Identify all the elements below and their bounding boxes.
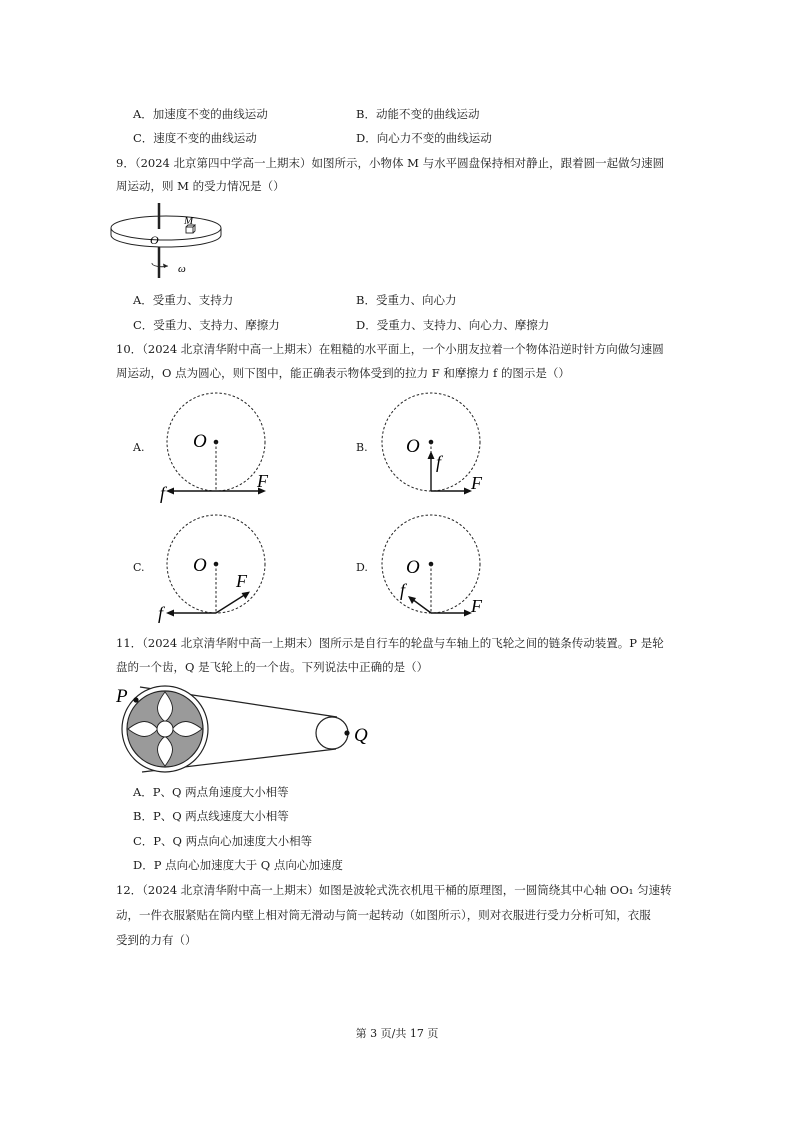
q10-stem-line2: 周运动，O 点为圆心，则下图中，能正确表示物体受到的拉力 F 和摩擦力 f 的图示是（）: [116, 366, 570, 380]
q10d-label-f-friction: f: [400, 580, 406, 600]
q9-option-d: D．受重力、支持力、向心力、摩擦力: [356, 318, 550, 332]
q10-choice-b-label: B.: [356, 441, 368, 454]
q10-choice-c-label: C.: [133, 561, 145, 574]
q10-stem-line1: 10．（2024 北京清华附中高一上期末）在粗糙的水平面上，一个小朋友拉着一个物体沿逆时针方向做匀速圆: [116, 342, 664, 356]
q9-option-a: A．受重力、支持力: [133, 293, 234, 307]
q11-option-a: A．P、Q 两点角速度大小相等: [133, 785, 289, 799]
q11-stem-line1: 11．（2024 北京清华附中高一上期末）图所示是自行车的轮盘与车轴上的飞轮之间的链条传动装置。P 是轮: [116, 636, 664, 650]
q10a-label-f-friction: f: [160, 483, 166, 503]
q9-stem-line2: 周运动，则 M 的受力情况是（）: [116, 179, 285, 193]
q8-option-d: D．向心力不变的曲线运动: [356, 131, 492, 145]
page-footer: 第 3 页/共 17 页: [355, 1027, 439, 1040]
q8-option-a: A．加速度不变的曲线运动: [133, 107, 268, 121]
q10-figure-b: [376, 388, 511, 504]
q11-chain-drive-figure: [112, 680, 382, 780]
q9-option-c: C．受重力、支持力、摩擦力: [133, 318, 280, 332]
q12-stem-line2: 动，一件衣服紧贴在筒内壁上相对筒无滑动与筒一起转动（如图所示），则对衣服进行受力分析可知，衣服: [116, 908, 651, 922]
q10b-label-f-pull: F: [471, 473, 482, 493]
q10d-label-f-pull: F: [471, 596, 482, 616]
q11-option-c: C．P、Q 两点向心加速度大小相等: [133, 834, 313, 848]
q9-label-omega: ω: [178, 263, 186, 275]
q9-option-b: B．受重力、向心力: [356, 293, 457, 307]
q11-stem-line2: 盘的一个齿，Q 是飞轮上的一个齿。下列说法中正确的是（）: [116, 660, 429, 674]
q11-label-p: P: [116, 686, 128, 707]
q10b-label-o: O: [406, 436, 420, 457]
q10d-label-o: O: [406, 557, 420, 578]
q10c-label-f-friction: f: [158, 603, 164, 623]
q8-option-c: C．速度不变的曲线运动: [133, 131, 257, 145]
q11-label-q: Q: [354, 725, 368, 746]
q8-option-b: B．动能不变的曲线运动: [356, 107, 480, 121]
q11-option-d: D．P 点向心加速度大于 Q 点向心加速度: [133, 858, 343, 872]
q10-figure-a: [150, 388, 285, 504]
q10a-label-f-pull: F: [257, 471, 268, 491]
q10a-label-o: O: [193, 431, 207, 452]
q12-stem-line3: 受到的力有（）: [116, 933, 197, 947]
q10b-label-f-friction: f: [436, 452, 442, 472]
q9-label-m: M: [184, 215, 194, 227]
q9-turntable-figure: [108, 200, 228, 282]
q10-figure-c: [150, 510, 285, 626]
q10-figure-d: [376, 510, 511, 626]
q9-label-o: O: [150, 233, 159, 247]
q10c-label-o: O: [193, 555, 207, 576]
q11-option-b: B．P、Q 两点线速度大小相等: [133, 809, 289, 823]
q12-stem-line1: 12．（2024 北京清华附中高一上期末）如图是波轮式洗衣机甩干桶的原理图，一圆筒绕其中心轴 OO₁ 匀速转: [116, 883, 672, 897]
q10c-label-f-pull: F: [236, 571, 247, 591]
q10-choice-d-label: D.: [356, 561, 368, 574]
q10-choice-a-label: A.: [133, 441, 145, 454]
q9-stem-line1: 9．（2024 北京第四中学高一上期末）如图所示，小物体 M 与水平圆盘保持相对静止，跟着圆一起做匀速圆: [116, 156, 665, 170]
